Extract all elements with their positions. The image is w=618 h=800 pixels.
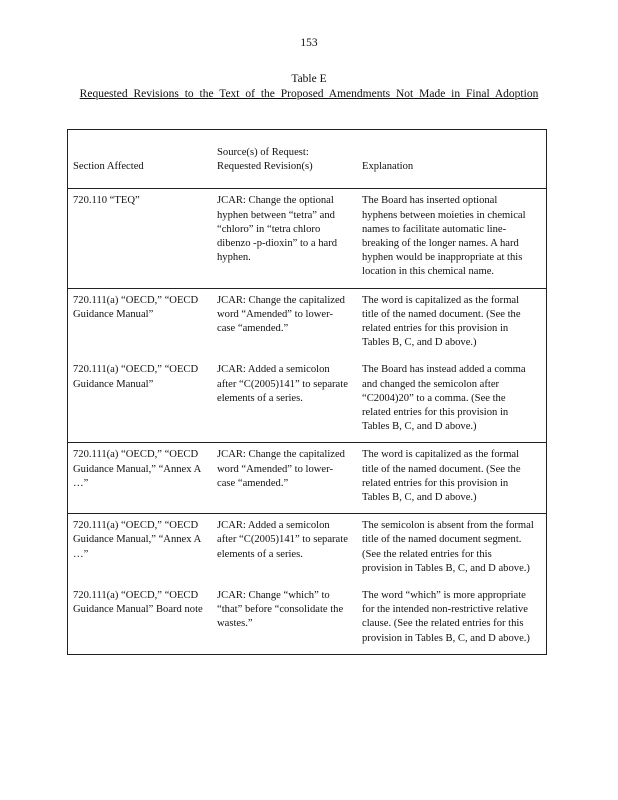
table-row — [68, 189, 547, 288]
header-section-affected: Section Affected — [73, 161, 144, 172]
table-header-row — [68, 130, 547, 189]
table-title: Table E — [291, 73, 327, 85]
table-row — [68, 288, 547, 443]
section-affected: 720.111(a) “OECD,” “OECD Guidance Manual” — [73, 364, 199, 390]
explanation: The Board has instead added a comma and changed the semicolon after “C2004)20” to a comma. (See the related entries for this provision in Tables B, C, and D above.) — [362, 364, 526, 433]
page-number: 153 — [300, 37, 318, 49]
requested-revision: JCAR: Change the capitalized word “Amended” to lower-case “amended.” — [217, 449, 345, 489]
header-source-line2: Requested Revision(s) — [217, 161, 313, 173]
table-caption — [60, 87, 558, 101]
revisions-table — [67, 129, 547, 655]
section-affected: 720.111(a) “OECD,” “OECD Guidance Manual,” “Annex A …” — [73, 520, 201, 560]
header-source-line1: Source(s) of Request: — [217, 147, 309, 158]
requested-revision: JCAR: Added a semicolon after “C(2005)141” to separate elements of a series. — [217, 520, 348, 560]
table-caption-text: Requested Revisions to the Text of the Proposed Amendments Not Made in Final Adoption — [79, 88, 539, 100]
table-row — [68, 443, 547, 514]
requested-revision: JCAR: Added a semicolon after “C(2005)141” to separate elements of a series. — [217, 364, 348, 404]
header-explanation: Explanation — [362, 161, 414, 172]
requested-revision: JCAR: Change “which” to “that” before “consolidate the wastes.” — [217, 590, 344, 630]
section-affected: 720.111(a) “OECD,” “OECD Guidance Manual,” “Annex A …” — [73, 449, 201, 489]
requested-revision: JCAR: Change the capitalized word “Amended” to lower-case “amended.” — [217, 294, 345, 335]
explanation: The word “which” is more appropriate for the intended non-restrictive relative clause. (See the related entries for this provision in Tables B, C, and D above.) — [362, 590, 530, 644]
requested-revision: JCAR: Change the optional hyphen between “tetra” and “chloro” in “tetra chloro dibenzo -p-dioxin” to a hard hyphen. — [217, 195, 338, 264]
section-affected: 720.111(a) “OECD,” “OECD Guidance Manual” — [73, 294, 199, 320]
explanation: The Board has inserted optional hyphens between moieties in chemical names to facilitate automatic line-breaking of the longer names. A hard hyphen would be inappropriate at this location in this chemical name. — [362, 195, 526, 278]
table-row — [68, 514, 547, 655]
section-affected: 720.110 “TEQ” — [73, 195, 140, 207]
explanation: The word is capitalized as the formal title of the named document. (See the related entries for this provision in Tables B, C, and D above.) — [362, 449, 521, 504]
section-affected: 720.111(a) “OECD,” “OECD Guidance Manual” Board note — [73, 590, 203, 616]
explanation: The word is capitalized as the formal title of the named document. (See the related entries for this provision in Tables B, C, and D above.) — [362, 294, 521, 349]
explanation: The semicolon is absent from the formal title of the named document segment. (See the related entries for this provision in Tables B, C, and D above.) — [362, 520, 534, 574]
